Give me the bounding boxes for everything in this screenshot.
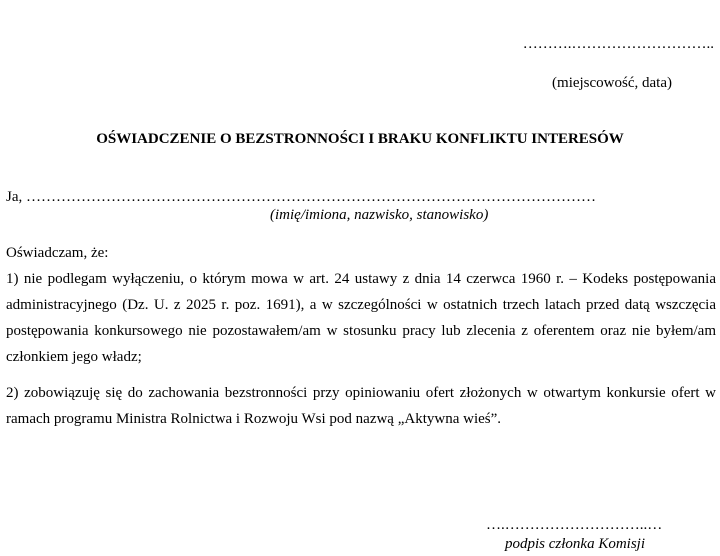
document-title: OŚWIADCZENIE O BEZSTRONNOŚCI I BRAKU KONFLIKTU INTERESÓW <box>96 131 624 147</box>
declaration-item-2: 2) zobowiązuję się do zachowania bezstronności przy opiniowaniu ofert złożonych w otwartym konkursie ofert w ramach programu Ministra Rolnictwa i Rozwoju Wsi pod nazwą „Aktywna wieś”. <box>6 385 716 427</box>
declaration-item-1: 1) nie podlegam wyłączeniu, o którym mowa w art. 24 ustawy z dnia 14 czerwca 1960 r. – Kodeks postępowania administracyjnego (Dz. U. z 2025 r. poz. 1691), a w szczególności w ostatnich trzech latach przed datą wszczęcia postępowania konkursowego nie pozostawałem/am w stosunku pracy lub zlecenia z oferentem oraz nie byłem/am członkiem jego władz; <box>6 271 716 365</box>
signature-line: ….………………………..… <box>486 517 663 533</box>
declaration-label: Oświadczam, że: <box>6 245 109 261</box>
identity-line: Ja, …………………………………………………………………………………………………… <box>6 189 596 205</box>
identity-caption: (imię/imiona, nazwisko, stanowisko) <box>270 207 489 223</box>
place-date-caption: (miejscowość, data) <box>552 75 672 91</box>
place-date-line: ……….……………………….. <box>522 36 714 52</box>
signature-caption: podpis członka Komisji <box>505 536 646 552</box>
